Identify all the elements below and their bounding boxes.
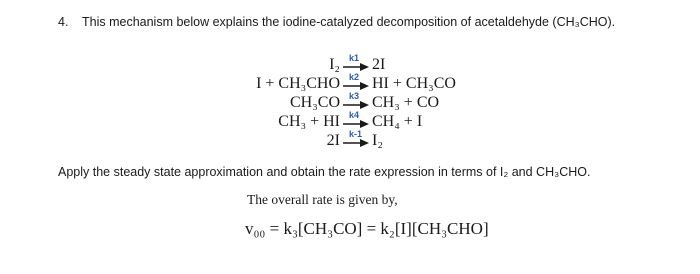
products: HI + CH₃CO	[372, 75, 456, 92]
reactants: 2I	[326, 132, 340, 149]
instruction-text: Apply the steady state approximation and obtain the rate expression in terms of I₂ and CH₃CHO.	[58, 165, 591, 179]
products: I₂	[372, 132, 383, 149]
products: CH₄ + I	[372, 113, 423, 130]
rate-expression-text: v₀₀ = k₃[CH₃CO] = k₂[I][CH₃CHO]	[245, 219, 489, 238]
reactants: I + CH₃CHO	[256, 75, 340, 92]
products: 2I	[372, 56, 386, 73]
question-text: This mechanism below explains the iodine-catalyzed decomposition of acetaldehyde (CH₃CHO).	[82, 15, 616, 29]
question-line	[58, 15, 615, 29]
reactants: I₂	[329, 56, 340, 73]
rate-constant-label: k3	[349, 91, 360, 101]
overall-rate-label: The overall rate is given by,	[247, 192, 398, 207]
reaction-arrow	[343, 131, 373, 150]
mechanism-step	[0, 131, 700, 150]
rate-constant-label: k2	[349, 72, 360, 82]
question-number: 4.	[58, 15, 69, 29]
reaction-mechanism	[0, 55, 700, 150]
rate-constant-label: k4	[349, 110, 360, 120]
reactants: CH₃ + HI	[278, 113, 340, 130]
products: CH₃ + CO	[372, 94, 440, 111]
rate-constant-label: k1	[349, 53, 360, 63]
rate-constant-label: k-1	[349, 129, 363, 139]
rate-expression	[245, 219, 489, 239]
reactants: CH₃CO	[289, 94, 340, 111]
